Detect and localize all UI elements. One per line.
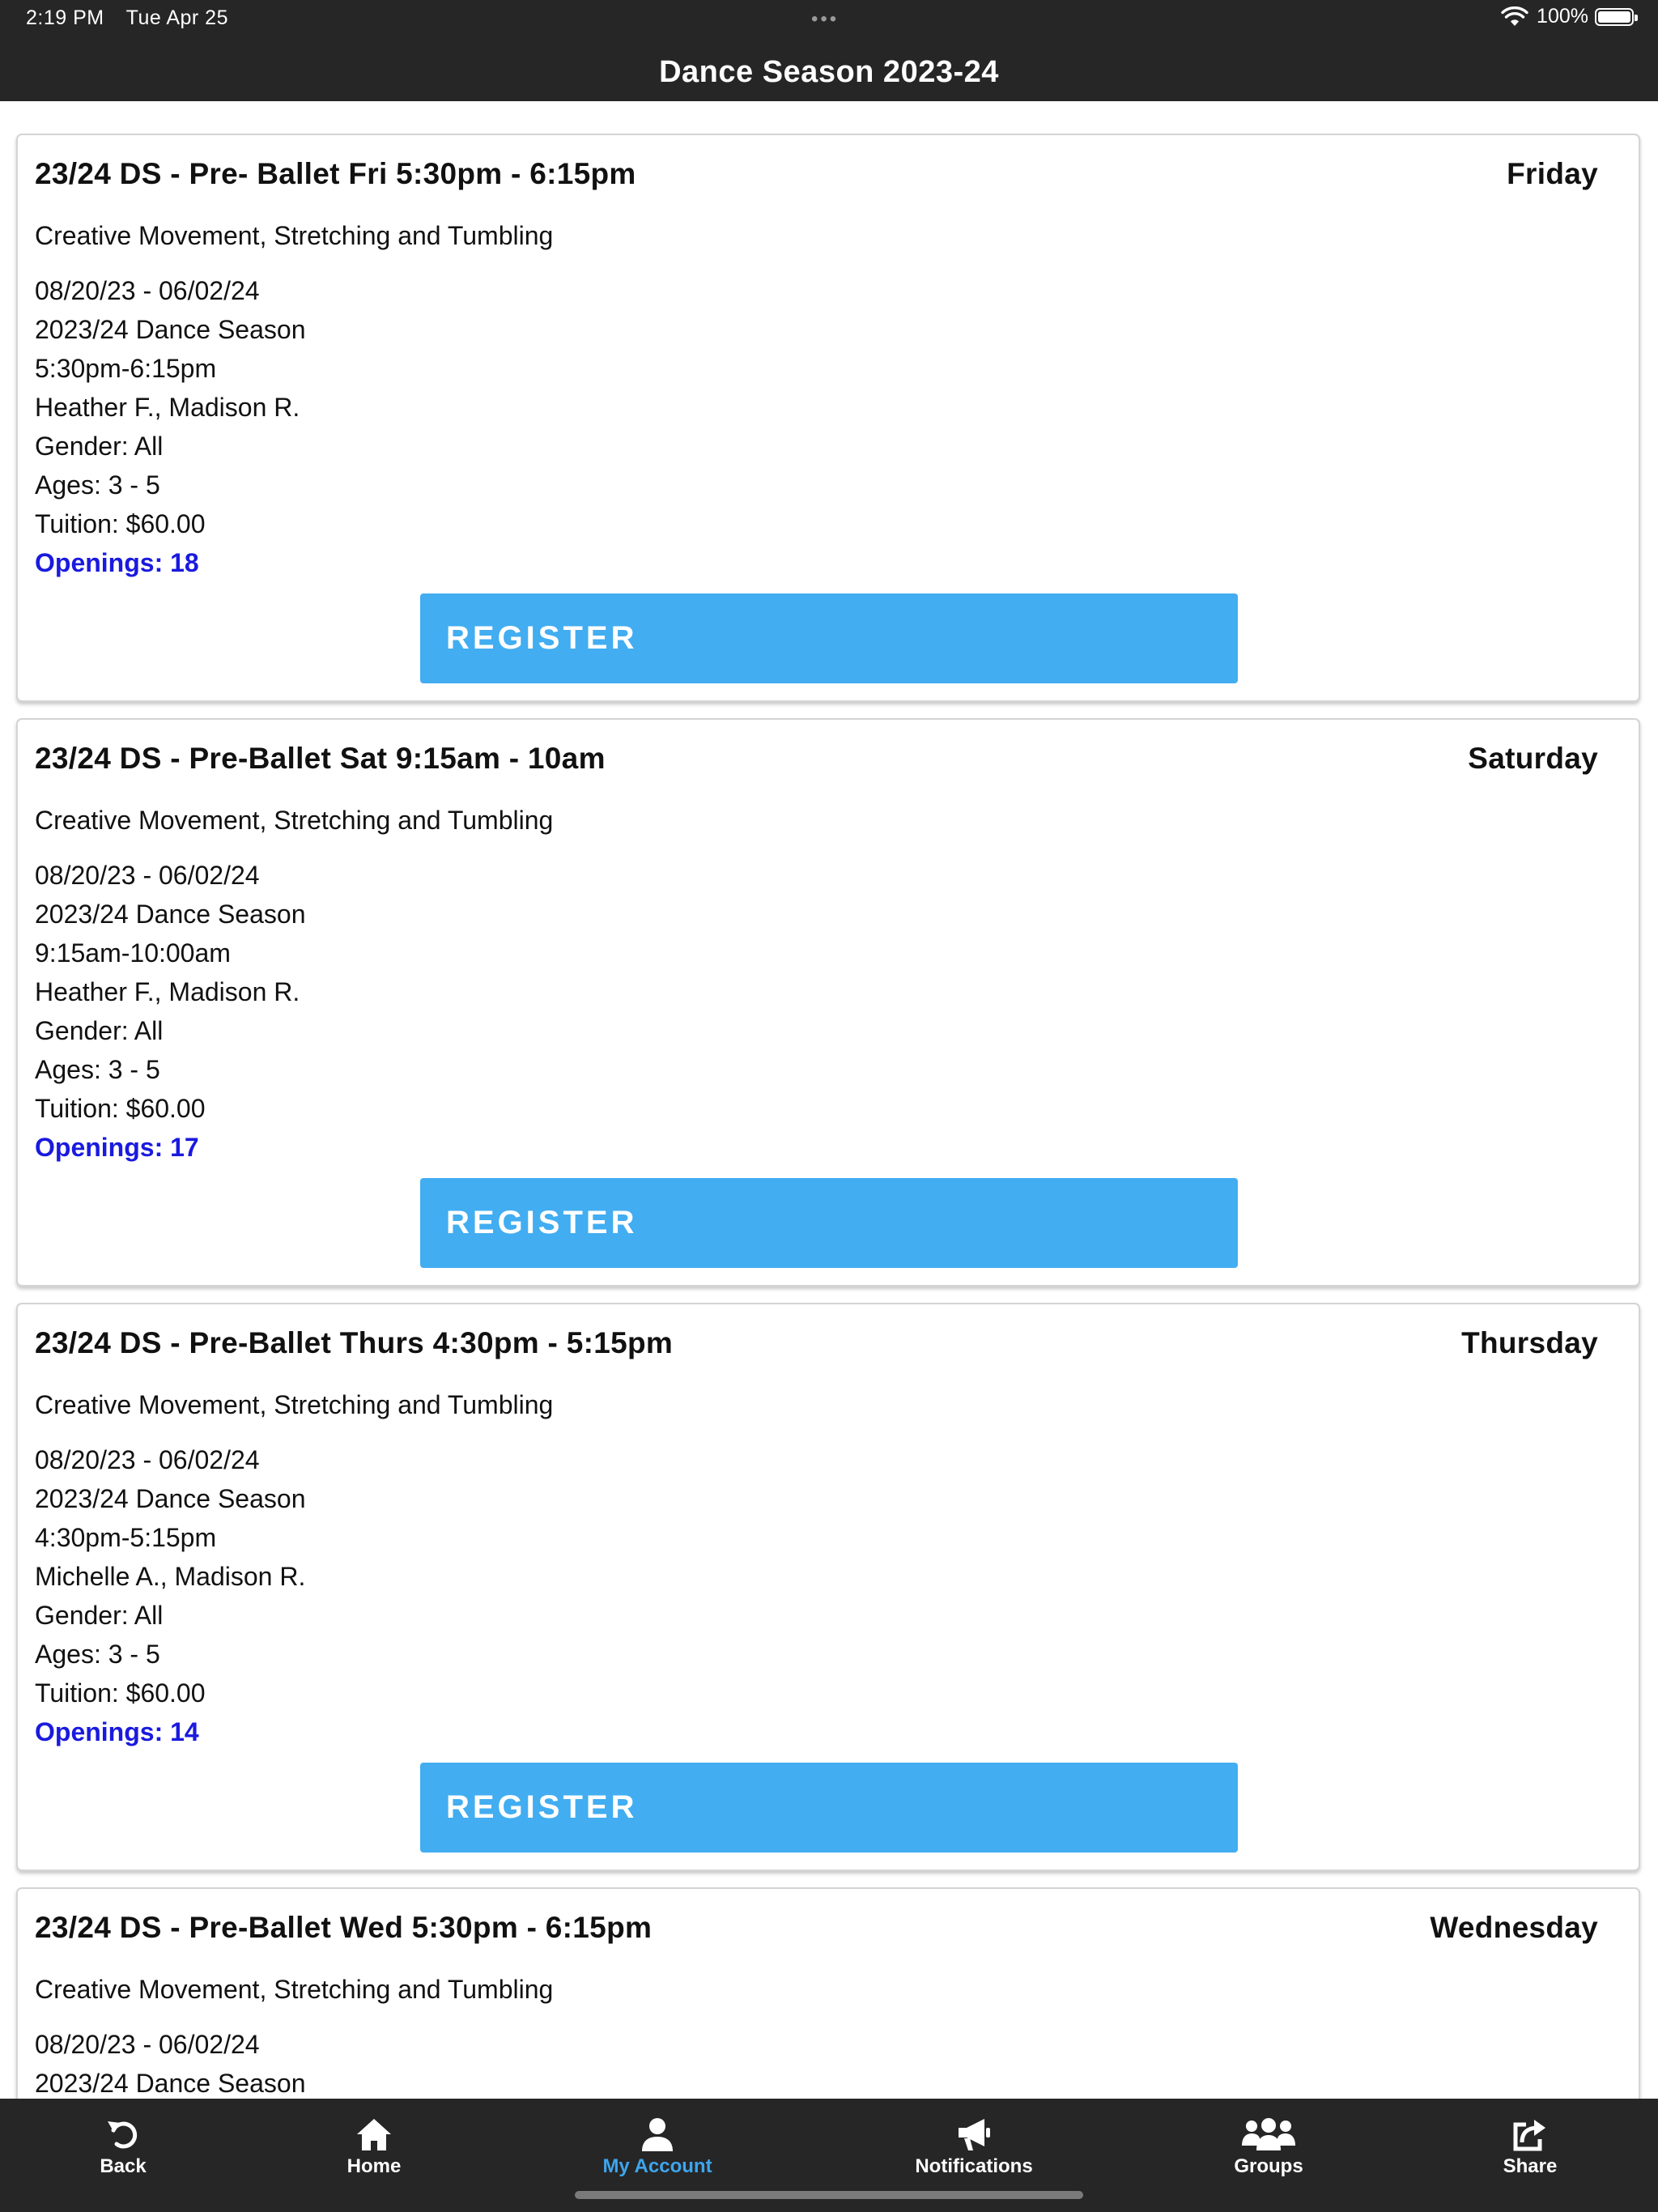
tab-notifications[interactable] [877,2116,1071,2178]
class-season: 2023/24 Dance Season [35,1484,306,1513]
megaphone-icon [955,2116,993,2152]
tab-back-label: Back [100,2155,147,2177]
class-card [16,1303,1640,1871]
class-day: Wednesday [1430,1911,1598,1944]
class-details [35,271,305,582]
home-icon [355,2116,393,2152]
register-button[interactable]: REGISTER [420,1763,1238,1853]
class-card [16,718,1640,1287]
class-gender: Gender: All [35,432,164,461]
class-details [35,2025,305,2099]
tab-back[interactable] [26,2116,220,2178]
register-button[interactable]: REGISTER [420,1178,1238,1268]
status-bar-right [1501,5,1634,28]
class-card [16,1887,1640,2099]
tab-groups-label: Groups [1234,2155,1303,2177]
class-instructors: Michelle A., Madison R. [35,1562,306,1591]
status-time: 2:19 PM [26,6,104,29]
class-gender: Gender: All [35,1016,164,1045]
class-title: 23/24 DS - Pre-Ballet Thurs 4:30pm - 5:15pm [35,1326,674,1359]
class-card [16,134,1640,702]
status-date: Tue Apr 25 [125,6,228,29]
class-tuition: Tuition: $60.00 [35,509,206,538]
class-dates: 08/20/23 - 06/02/24 [35,861,260,890]
class-dates: 08/20/23 - 06/02/24 [35,1445,260,1474]
class-ages: Ages: 3 - 5 [35,470,160,500]
class-openings: Openings: 18 [35,548,199,577]
home-indicator[interactable] [575,2191,1083,2199]
class-openings: Openings: 14 [35,1717,199,1746]
tab-home[interactable] [277,2116,471,2178]
class-instructors: Heather F., Madison R. [35,393,300,422]
tab-share[interactable] [1433,2116,1627,2178]
class-description: Creative Movement, Stretching and Tumbling [35,221,554,250]
class-title: 23/24 DS - Pre-Ballet Sat 9:15am - 10am [35,742,606,775]
class-day: Friday [1507,157,1598,190]
group-icon [1242,2116,1295,2152]
multitasking-dots-icon[interactable]: ••• [811,8,840,30]
class-title: 23/24 DS - Pre-Ballet Wed 5:30pm - 6:15pm [35,1911,653,1944]
class-details [35,1440,305,1751]
tab-my-account-label: My Account [602,2155,712,2177]
tab-share-label: Share [1503,2155,1558,2177]
class-time: 9:15am-10:00am [35,938,231,968]
battery-icon [1595,8,1634,26]
class-details [35,856,305,1167]
class-description: Creative Movement, Stretching and Tumbling [35,1975,554,2004]
class-tuition: Tuition: $60.00 [35,1678,206,1708]
status-bar-left [26,6,244,30]
class-gender: Gender: All [35,1601,164,1630]
class-openings: Openings: 17 [35,1133,199,1162]
back-arrow-icon [104,2116,142,2152]
class-day: Thursday [1461,1326,1598,1359]
tab-home-label: Home [346,2155,402,2177]
app-header [0,0,1658,101]
class-season: 2023/24 Dance Season [35,900,306,929]
battery-percent: 100% [1537,5,1588,28]
wifi-icon [1501,6,1528,28]
class-season: 2023/24 Dance Season [35,315,306,344]
class-description: Creative Movement, Stretching and Tumbling [35,1390,554,1419]
class-ages: Ages: 3 - 5 [35,1640,160,1669]
class-time: 5:30pm-6:15pm [35,354,217,383]
page-title: Dance Season 2023-24 [659,55,999,89]
class-season: 2023/24 Dance Season [35,2069,306,2098]
class-title: 23/24 DS - Pre- Ballet Fri 5:30pm - 6:15pm [35,157,636,190]
register-button[interactable]: REGISTER [420,593,1238,683]
class-time: 4:30pm-5:15pm [35,1523,217,1552]
class-dates: 08/20/23 - 06/02/24 [35,2030,260,2059]
class-description: Creative Movement, Stretching and Tumbling [35,806,554,835]
tab-my-account[interactable] [560,2116,755,2178]
person-icon [639,2116,676,2152]
class-list[interactable] [0,101,1658,2099]
class-dates: 08/20/23 - 06/02/24 [35,276,260,305]
share-icon [1511,2116,1549,2152]
class-ages: Ages: 3 - 5 [35,1055,160,1084]
tab-groups[interactable] [1171,2116,1366,2178]
tab-notifications-label: Notifications [915,2155,1033,2177]
class-instructors: Heather F., Madison R. [35,977,300,1006]
class-day: Saturday [1468,742,1598,775]
class-tuition: Tuition: $60.00 [35,1094,206,1123]
